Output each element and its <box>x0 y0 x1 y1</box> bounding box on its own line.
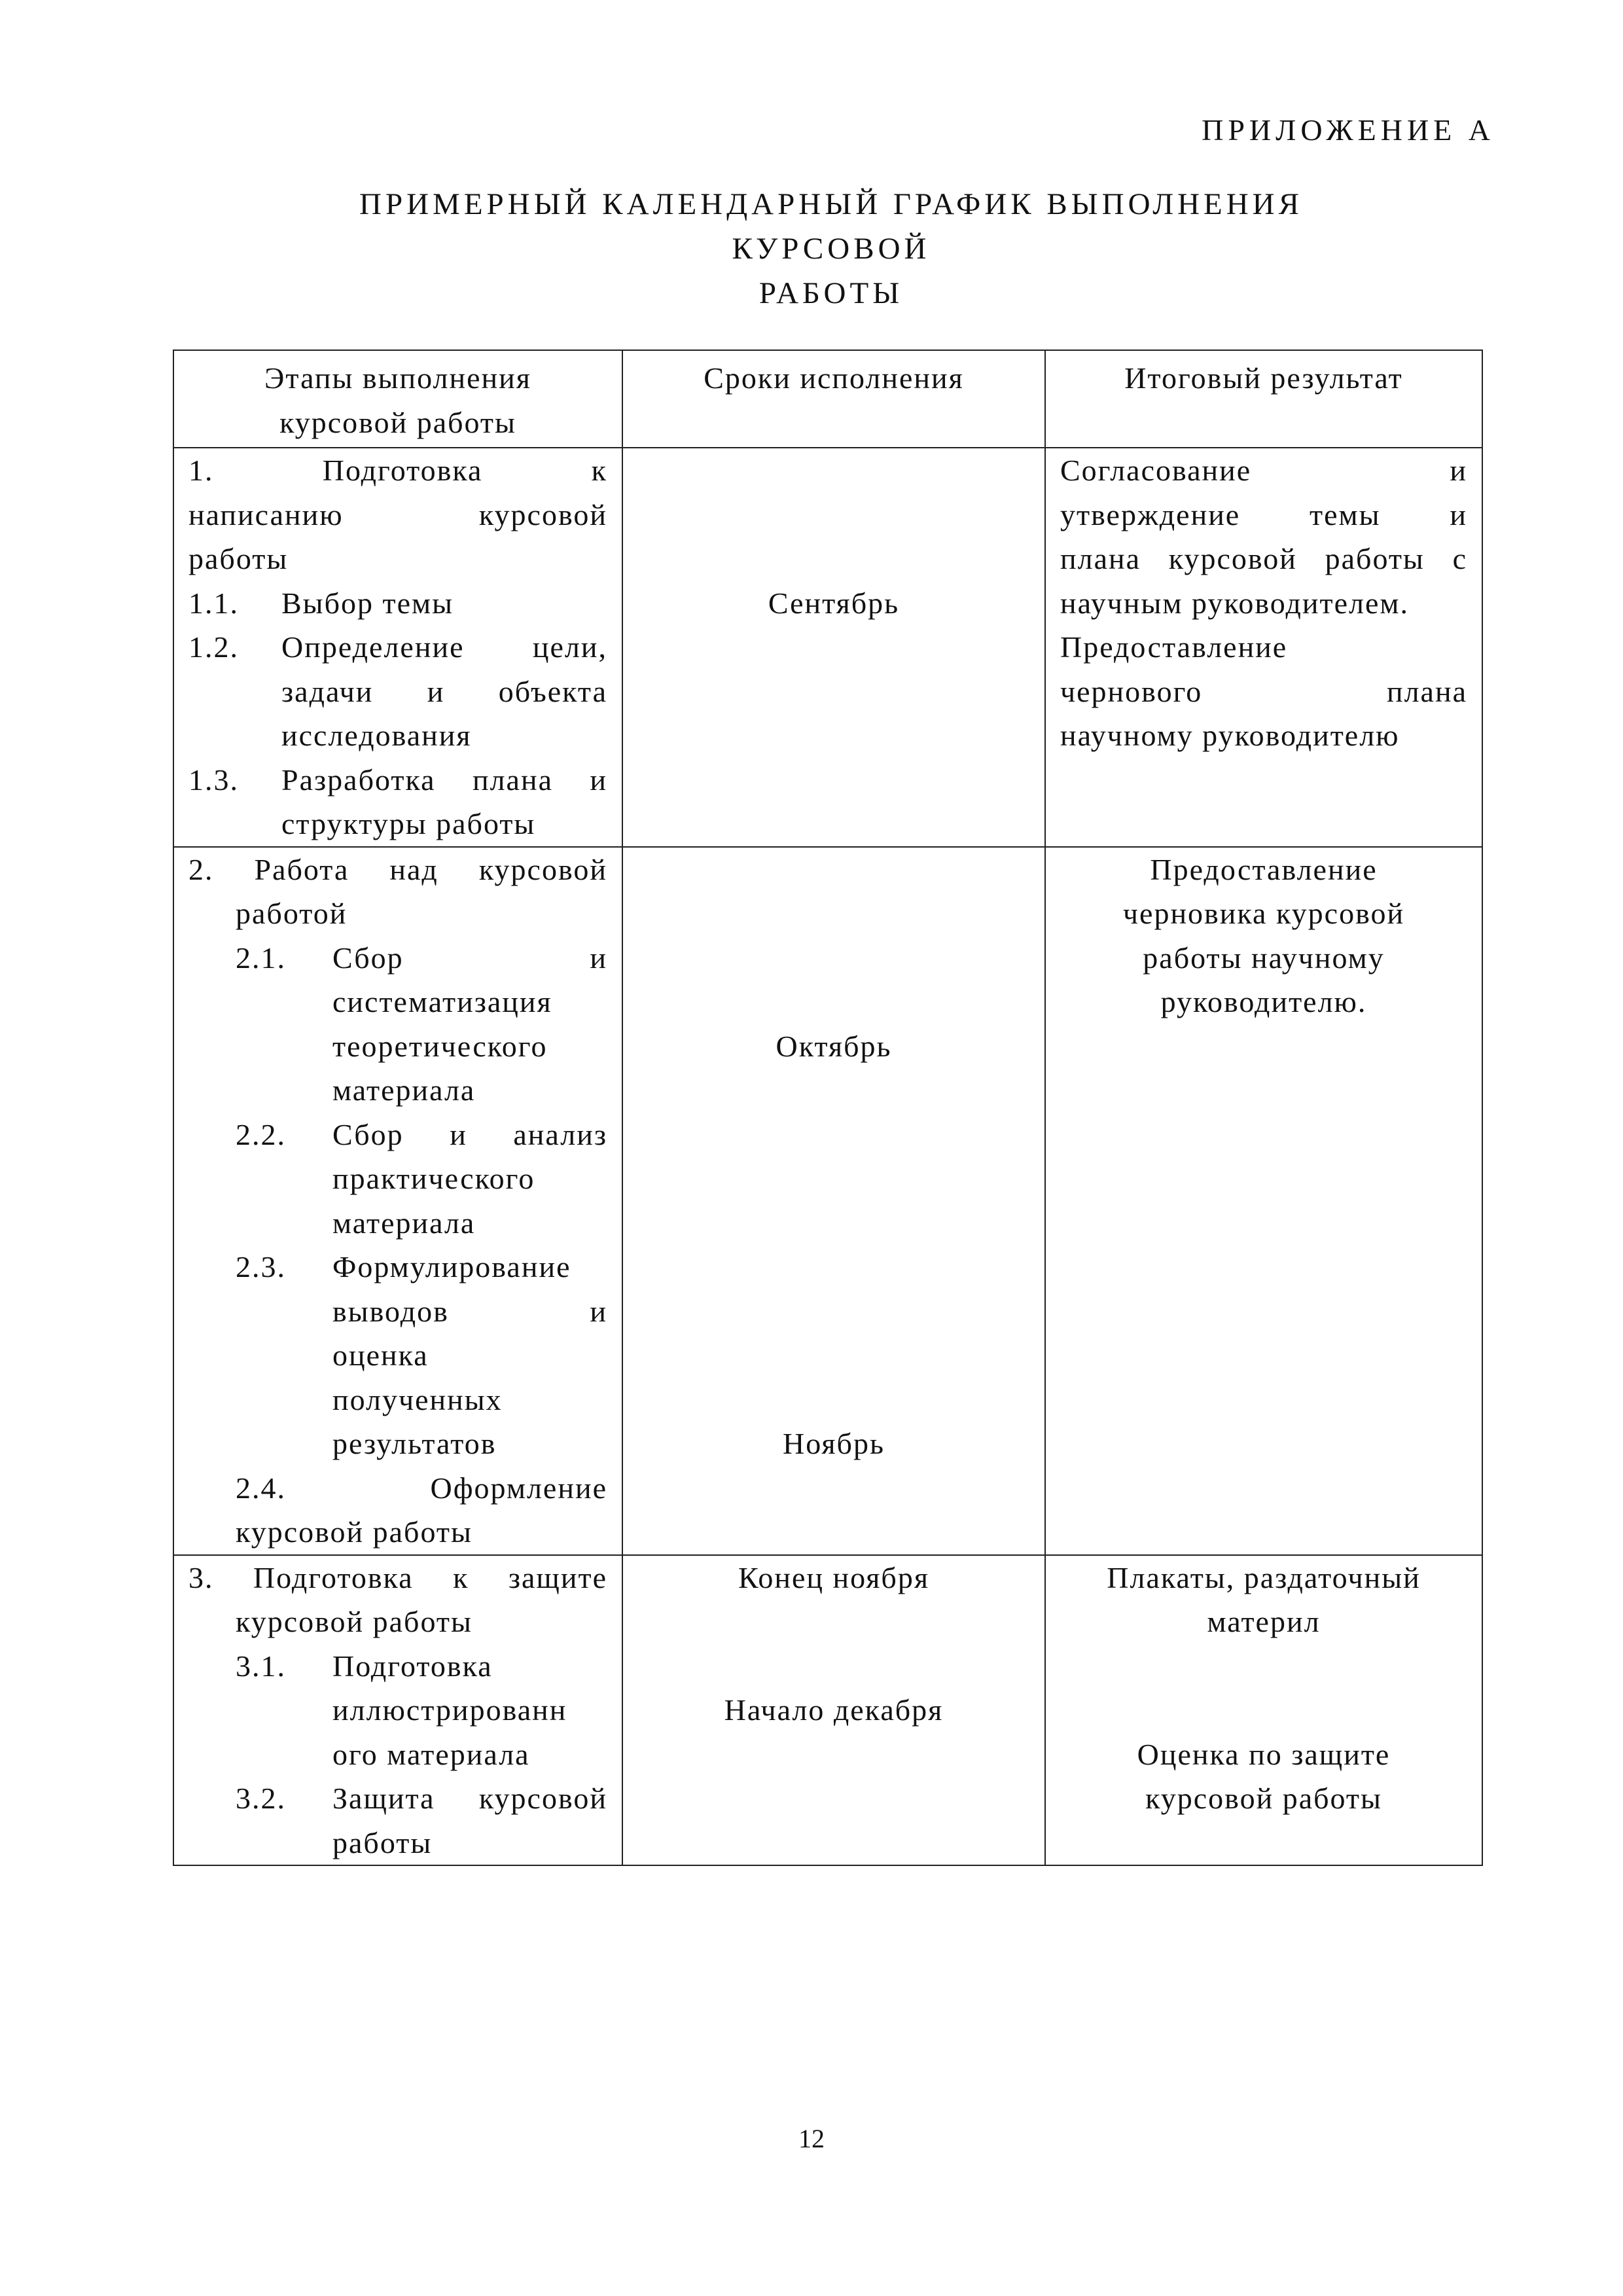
title-line-1: ПРИМЕРНЫЙ КАЛЕНДАРНЫЙ ГРАФИК ВЫПОЛНЕНИЯ КУРСОВОЙ <box>359 187 1303 266</box>
appendix-label: ПРИЛОЖЕНИЕ А <box>1202 113 1495 147</box>
stage-2-result: Предоставление черновика курсовой работы научному руководителю. <box>1045 847 1482 1555</box>
header-deadlines: Сроки исполнения <box>622 350 1045 448</box>
stage-3-cell: 3. Подготовка к защите курсовой работы 3.1. Подготовка иллюстрированн ого материала 3.2. Защита курсовой работы <box>173 1555 622 1866</box>
list-item: 3.2. Защита курсовой работы <box>236 1782 607 1859</box>
table-header-row <box>173 350 1482 448</box>
stage-1-deadline: Сентябрь <box>622 448 1045 847</box>
stage-1-cell: 1. Подготовка к написанию курсовой работы 1.1. Выбор темы 1.2. Определение цели, задачи и объекта исследования 1.3. Разработка плана и структуры работы <box>173 448 622 847</box>
schedule-table <box>173 350 1483 1866</box>
stage-2-cell: 2. Работа над курсовой работой 2.1. Сбор и систематизация теоретического материала 2.2. Сбор и анализ практического материала 2.3. Формулирование выводов и оценка полученных результатов 2.4. Оформление курсовой работы <box>173 847 622 1555</box>
list-item: 3.1. Подготовка иллюстрированн ого материала <box>236 1649 567 1771</box>
table-row <box>173 1555 1482 1866</box>
list-item: 1.1. Выбор темы <box>188 586 454 620</box>
stage-3-deadline: Конец ноября Начало декабря <box>622 1555 1045 1866</box>
header-stages: Этапы выполнения курсовой работы <box>173 350 622 448</box>
list-item: 1.2. Определение цели, задачи и объекта исследования <box>188 630 607 752</box>
document-title <box>262 182 1400 315</box>
table-row <box>173 448 1482 847</box>
list-item: 2.1. Сбор и систематизация теоретического материала <box>236 941 607 1107</box>
list-item: 1.3. Разработка плана и структуры работы <box>188 762 607 840</box>
stage-1-result: Согласование и утверждение темы и плана курсовой работы с научным руководителем. Предоставление чернового плана научному руководителю <box>1045 448 1482 847</box>
stage-2-deadline: Октябрь Ноябрь <box>622 847 1045 1555</box>
list-item: 2.2. Сбор и анализ практического материала <box>236 1117 607 1240</box>
title-line-2: РАБОТЫ <box>758 276 904 310</box>
table-row <box>173 847 1482 1555</box>
list-item: 2.3. Формулирование выводов и оценка полученных результатов <box>236 1250 607 1460</box>
page-number: 12 <box>798 2124 825 2153</box>
stage-3-result: Плакаты, раздаточный материл Оценка по защите курсовой работы <box>1045 1555 1482 1866</box>
header-result: Итоговый результат <box>1045 350 1482 448</box>
